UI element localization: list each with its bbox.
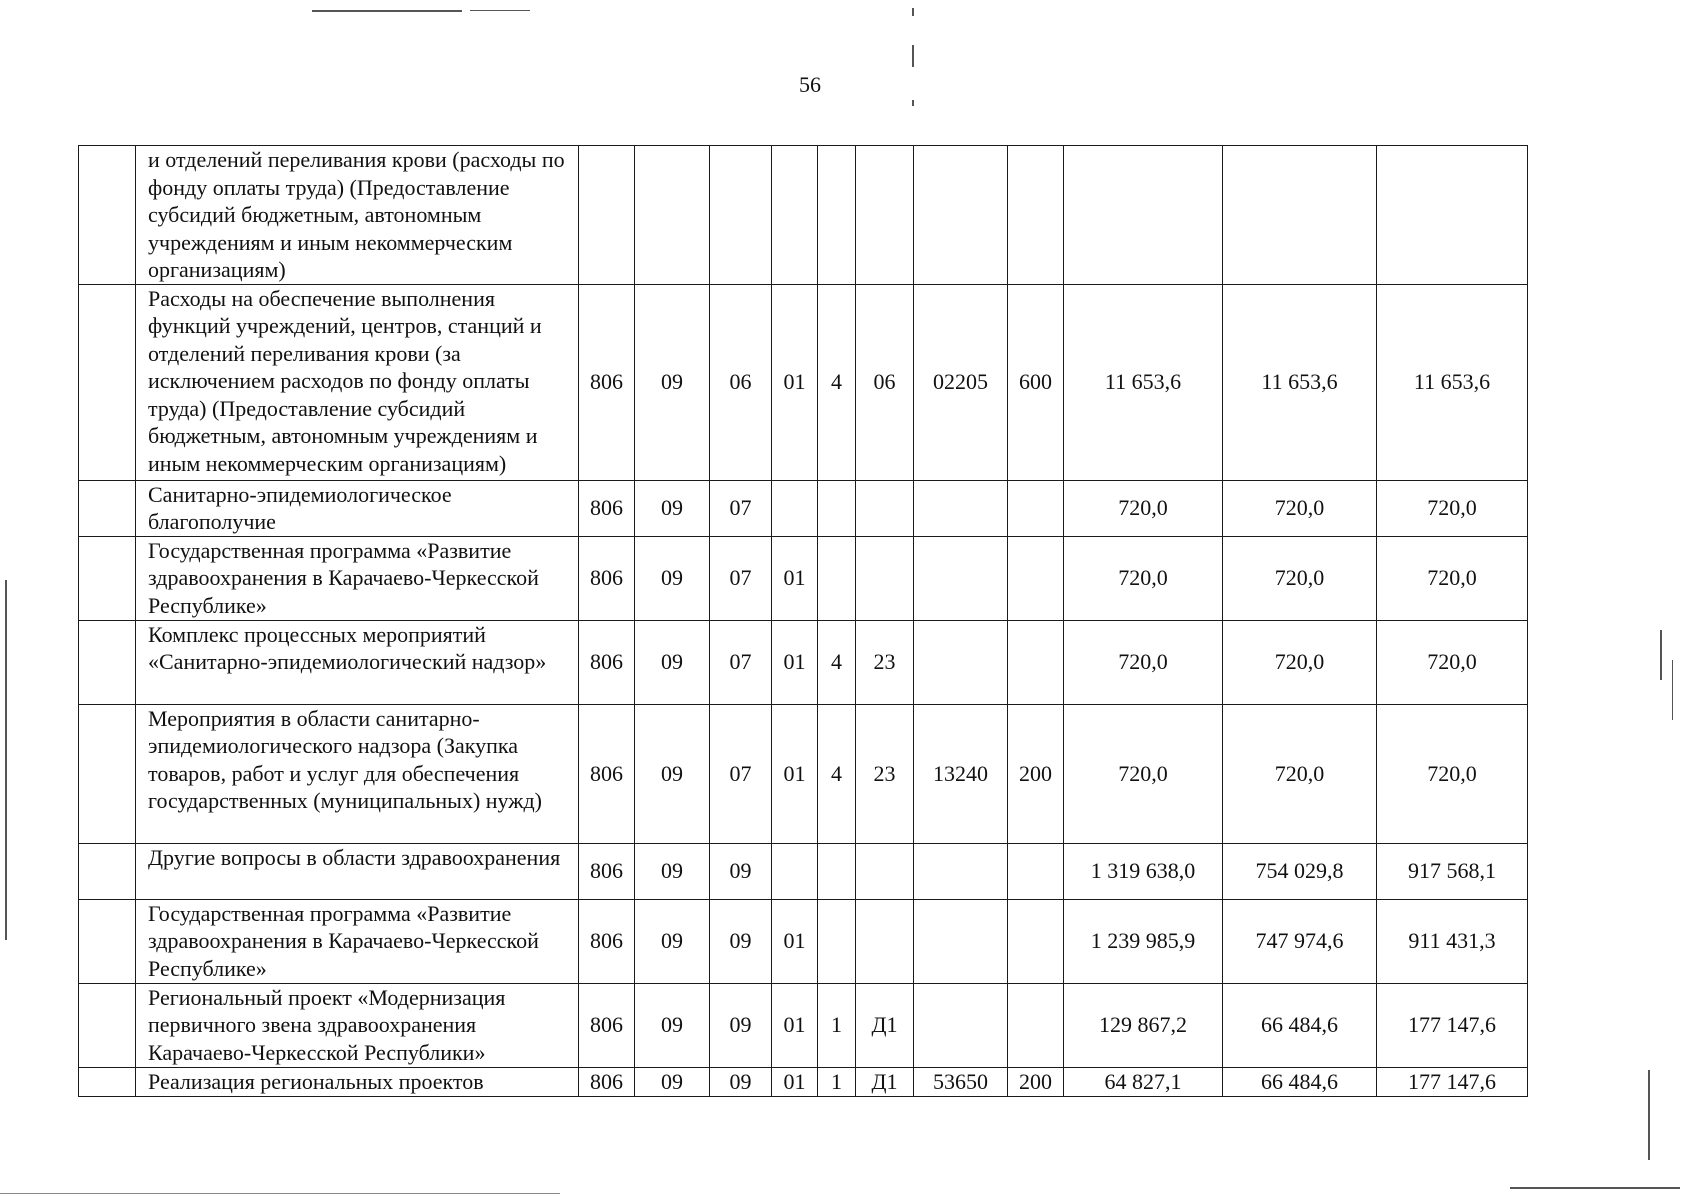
row-number-cell <box>79 983 136 1067</box>
cell-tp: 1 <box>818 1067 856 1096</box>
cell-pr: 06 <box>710 284 772 480</box>
cell-pp: 23 <box>856 620 914 704</box>
cell-sum-2: 11 653,6 <box>1223 284 1377 480</box>
table-row <box>79 620 1528 704</box>
cell-vr <box>1008 983 1064 1067</box>
cell-tp <box>818 146 856 285</box>
cell-sum-2: 754 029,8 <box>1223 843 1377 899</box>
scan-artifact <box>1672 660 1673 720</box>
row-name: Расходы на обеспечение выполнения функций учреждений, центров, станций и отделений переливания крови (за исключением расходов по фонду оплаты труда) (Предоставление субсидий бюджетным, автономным учреждениям и иным некоммерческим организациям) <box>136 284 579 480</box>
cell-sum-2: 720,0 <box>1223 620 1377 704</box>
cell-vr <box>1008 146 1064 285</box>
row-number-cell <box>79 704 136 843</box>
cell-tp: 4 <box>818 620 856 704</box>
row-name: Другие вопросы в области здравоохранения <box>136 843 579 899</box>
cell-gp <box>772 843 818 899</box>
table-row <box>79 899 1528 983</box>
cell-gp: 01 <box>772 284 818 480</box>
budget-table <box>78 145 1528 1097</box>
cell-ved <box>579 146 635 285</box>
row-name: Государственная программа «Развитие здравоохранения в Карачаево-Черкесской Республике» <box>136 536 579 620</box>
cell-pp: 06 <box>856 284 914 480</box>
cell-tp <box>818 899 856 983</box>
cell-rz: 09 <box>635 620 710 704</box>
row-name: Региональный проект «Модернизация первичного звена здравоохранения Карачаево-Черкесской Республики» <box>136 983 579 1067</box>
cell-sum-1 <box>1064 146 1223 285</box>
cell-gp: 01 <box>772 620 818 704</box>
cell-code <box>914 983 1008 1067</box>
cell-gp: 01 <box>772 983 818 1067</box>
scan-artifact <box>312 10 462 12</box>
cell-ved: 806 <box>579 536 635 620</box>
row-number-cell <box>79 480 136 536</box>
cell-code <box>914 620 1008 704</box>
cell-sum-1: 720,0 <box>1064 620 1223 704</box>
cell-rz: 09 <box>635 983 710 1067</box>
cell-gp <box>772 480 818 536</box>
cell-pr: 09 <box>710 899 772 983</box>
table-row <box>79 983 1528 1067</box>
cell-sum-2: 720,0 <box>1223 480 1377 536</box>
cell-sum-1: 720,0 <box>1064 480 1223 536</box>
cell-rz: 09 <box>635 899 710 983</box>
cell-vr <box>1008 899 1064 983</box>
cell-rz: 09 <box>635 704 710 843</box>
cell-vr <box>1008 480 1064 536</box>
cell-tp <box>818 536 856 620</box>
cell-pp: Д1 <box>856 1067 914 1096</box>
cell-sum-3: 177 147,6 <box>1377 983 1528 1067</box>
cell-code <box>914 480 1008 536</box>
cell-pp <box>856 480 914 536</box>
cell-vr: 200 <box>1008 1067 1064 1096</box>
cell-rz: 09 <box>635 480 710 536</box>
scan-artifact <box>5 580 7 940</box>
cell-pr <box>710 146 772 285</box>
row-number-cell <box>79 1067 136 1096</box>
cell-rz: 09 <box>635 843 710 899</box>
cell-sum-1: 720,0 <box>1064 536 1223 620</box>
cell-vr <box>1008 843 1064 899</box>
cell-code: 53650 <box>914 1067 1008 1096</box>
cell-sum-2 <box>1223 146 1377 285</box>
cell-sum-2: 747 974,6 <box>1223 899 1377 983</box>
cell-pp: Д1 <box>856 983 914 1067</box>
scan-artifact <box>912 8 914 16</box>
scan-artifact <box>0 1193 560 1194</box>
cell-sum-3: 917 568,1 <box>1377 843 1528 899</box>
row-number-cell <box>79 843 136 899</box>
cell-sum-1: 720,0 <box>1064 704 1223 843</box>
cell-rz <box>635 146 710 285</box>
cell-tp: 4 <box>818 704 856 843</box>
row-number-cell <box>79 284 136 480</box>
cell-ved: 806 <box>579 704 635 843</box>
table-row <box>79 480 1528 536</box>
cell-pr: 07 <box>710 536 772 620</box>
cell-rz: 09 <box>635 284 710 480</box>
cell-code <box>914 843 1008 899</box>
cell-tp: 4 <box>818 284 856 480</box>
scan-artifact <box>1660 630 1662 680</box>
cell-tp: 1 <box>818 983 856 1067</box>
row-name: и отделений переливания крови (расходы по фонду оплаты труда) (Предоставление субсидий бюджетным, автономным учреждениям и иным некоммерческим организациям) <box>136 146 579 285</box>
cell-pr: 09 <box>710 1067 772 1096</box>
cell-sum-2: 66 484,6 <box>1223 1067 1377 1096</box>
cell-sum-1: 64 827,1 <box>1064 1067 1223 1096</box>
cell-ved: 806 <box>579 480 635 536</box>
cell-pp: 23 <box>856 704 914 843</box>
cell-vr <box>1008 620 1064 704</box>
table-row <box>79 284 1528 480</box>
cell-sum-1: 1 319 638,0 <box>1064 843 1223 899</box>
cell-code <box>914 146 1008 285</box>
cell-pr: 09 <box>710 983 772 1067</box>
scan-artifact <box>912 100 914 106</box>
cell-pp <box>856 536 914 620</box>
cell-pr: 09 <box>710 843 772 899</box>
cell-pp <box>856 146 914 285</box>
table-row <box>79 1067 1528 1096</box>
cell-sum-3: 720,0 <box>1377 480 1528 536</box>
table-row <box>79 704 1528 843</box>
cell-tp <box>818 480 856 536</box>
cell-sum-1: 11 653,6 <box>1064 284 1223 480</box>
cell-pp <box>856 843 914 899</box>
cell-gp: 01 <box>772 704 818 843</box>
row-name: Санитарно-эпидемиологическое благополучие <box>136 480 579 536</box>
cell-ved: 806 <box>579 983 635 1067</box>
cell-sum-2: 720,0 <box>1223 704 1377 843</box>
row-name: Комплекс процессных мероприятий «Санитарно-эпидемиологический надзор» <box>136 620 579 704</box>
cell-sum-3: 911 431,3 <box>1377 899 1528 983</box>
cell-rz: 09 <box>635 536 710 620</box>
cell-sum-3: 720,0 <box>1377 536 1528 620</box>
cell-sum-3: 11 653,6 <box>1377 284 1528 480</box>
cell-gp: 01 <box>772 536 818 620</box>
page-number: 56 <box>799 72 821 97</box>
cell-sum-3: 720,0 <box>1377 704 1528 843</box>
cell-pr: 07 <box>710 480 772 536</box>
cell-sum-3: 720,0 <box>1377 620 1528 704</box>
cell-rz: 09 <box>635 1067 710 1096</box>
cell-sum-2: 66 484,6 <box>1223 983 1377 1067</box>
cell-pr: 07 <box>710 704 772 843</box>
cell-code: 13240 <box>914 704 1008 843</box>
cell-ved: 806 <box>579 284 635 480</box>
row-number-cell <box>79 620 136 704</box>
row-name: Государственная программа «Развитие здравоохранения в Карачаево-Черкесской Республике» <box>136 899 579 983</box>
table-row <box>79 146 1528 285</box>
cell-ved: 806 <box>579 620 635 704</box>
scan-artifact <box>912 45 914 67</box>
cell-gp <box>772 146 818 285</box>
cell-vr: 600 <box>1008 284 1064 480</box>
cell-code <box>914 899 1008 983</box>
scan-artifact <box>1510 1187 1680 1189</box>
cell-vr <box>1008 536 1064 620</box>
cell-ved: 806 <box>579 1067 635 1096</box>
cell-tp <box>818 843 856 899</box>
cell-sum-3: 177 147,6 <box>1377 1067 1528 1096</box>
scan-artifact <box>470 10 530 11</box>
scan-artifact <box>1648 1070 1650 1160</box>
row-name: Реализация региональных проектов <box>136 1067 579 1096</box>
cell-sum-1: 129 867,2 <box>1064 983 1223 1067</box>
row-number-cell <box>79 899 136 983</box>
cell-sum-1: 1 239 985,9 <box>1064 899 1223 983</box>
table-row <box>79 843 1528 899</box>
cell-sum-3 <box>1377 146 1528 285</box>
cell-code <box>914 536 1008 620</box>
cell-pp <box>856 899 914 983</box>
row-name: Мероприятия в области санитарно-эпидемиологического надзора (Закупка товаров, работ и услуг для обеспечения государственных (муниципальных) нужд) <box>136 704 579 843</box>
cell-gp: 01 <box>772 1067 818 1096</box>
cell-ved: 806 <box>579 899 635 983</box>
cell-gp: 01 <box>772 899 818 983</box>
table-row <box>79 536 1528 620</box>
cell-pr: 07 <box>710 620 772 704</box>
cell-sum-2: 720,0 <box>1223 536 1377 620</box>
cell-code: 02205 <box>914 284 1008 480</box>
cell-vr: 200 <box>1008 704 1064 843</box>
row-number-cell <box>79 536 136 620</box>
cell-ved: 806 <box>579 843 635 899</box>
row-number-cell <box>79 146 136 285</box>
